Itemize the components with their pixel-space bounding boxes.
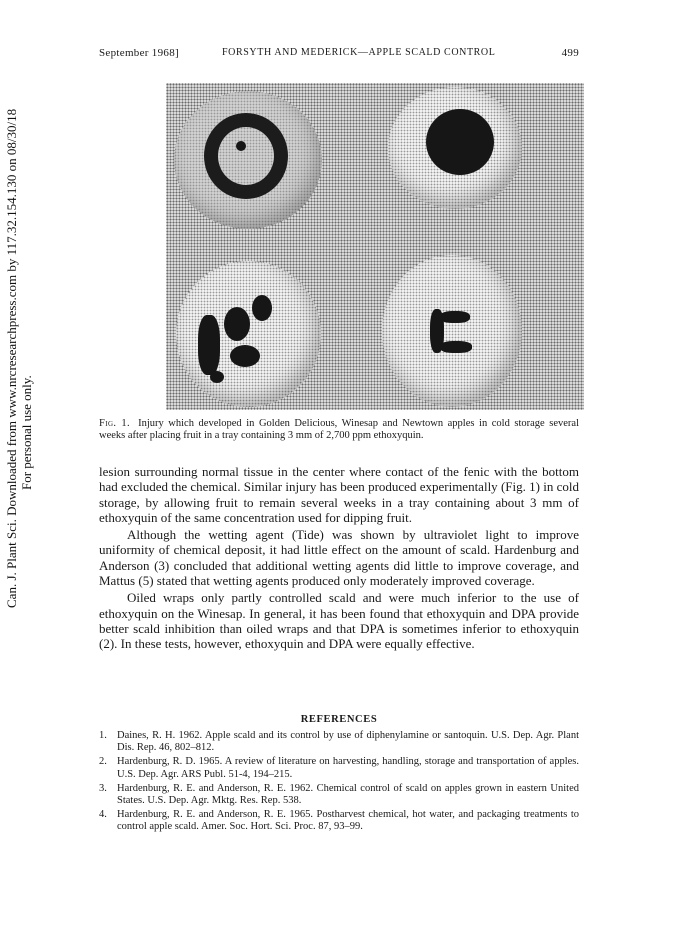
issue-date: September 1968]	[99, 47, 179, 59]
apple-treated	[382, 255, 522, 407]
reference-text: Daines, R. H. 1962. Apple scald and its control by use of diphenylamine or santoquin. U.S. Dep. Agr. Plant Dis. Rep. 46, 802–812.	[117, 730, 579, 754]
scald-ring-lesion	[204, 113, 288, 199]
scald-lesion	[440, 311, 470, 323]
download-notice	[4, 108, 34, 608]
stem-cavity	[236, 141, 246, 151]
figure-caption-text: Injury which developed in Golden Delicious, Winesap and Newtown apples in cold storage several weeks after placing fruit in a tray containing 3 mm of 2,700 ppm ethoxyquin.	[99, 418, 579, 442]
download-notice-line-1: Can. J. Plant Sci. Downloaded from www.nrcresearchpress.com by 117.32.154.130 on 08/30/18	[4, 108, 19, 608]
paragraph: lesion surrounding normal tissue in the center where contact of the fenic with the bottom had excluded the chemical. Similar injury has been produced experimentally (Fig. 1) in cold storage, by allowing fruit to remain several weeks in a tray containing about 3 mm of ethoxyquin of the same concentration used for dipping fruit.	[99, 464, 579, 525]
reference-text: Hardenburg, R. E. and Anderson, R. E. 1965. Postharvest chemical, hot water, and packaging treatments to control apple scald. Amer. Soc. Hort. Sci. Proc. 87, 93–99.	[117, 809, 579, 833]
references-heading: REFERENCES	[300, 714, 378, 725]
scald-lesion	[230, 345, 260, 367]
reference-number: 1.	[99, 730, 107, 741]
reference-number: 3.	[99, 782, 107, 794]
scald-lesion	[426, 109, 494, 175]
scald-lesion	[252, 295, 272, 321]
paragraph: Oiled wraps only partly controlled scald and were much inferior to the use of ethoxyquin on the Winesap. In general, it has been found that ethoxyquin and DPA provide better scald inhibition than oiled wraps and that DPA is sometimes inferior to ethoxyquin (2). In these tests, however, ethoxyquin and DPA were equally effective.	[99, 590, 579, 652]
reference-item	[99, 730, 579, 754]
scald-lesion	[224, 307, 250, 341]
body-text	[99, 464, 579, 652]
reference-item	[99, 783, 579, 807]
apple-newtown	[176, 261, 321, 407]
apple-golden-delicious	[174, 91, 322, 229]
reference-item	[99, 809, 579, 833]
scald-lesion	[440, 341, 472, 353]
figure-caption	[99, 418, 579, 442]
reference-item	[99, 756, 579, 780]
reference-text: Hardenburg, R. E. and Anderson, R. E. 1962. Chemical control of scald on apples grown in eastern United States. U.S. Dep. Agr. Mktg. Res. Rep. 538.	[117, 782, 579, 807]
figure-label: Fig. 1.	[99, 418, 131, 429]
reference-number: 2.	[99, 756, 107, 768]
reference-number: 4.	[99, 809, 107, 821]
running-head	[99, 47, 579, 65]
running-title: FORSYTH AND MEDERICK—APPLE SCALD CONTROL	[222, 47, 496, 58]
download-notice-line-2: For personal use only.	[19, 375, 34, 490]
scald-lesion	[198, 315, 220, 375]
apple-winesap	[388, 87, 522, 209]
reference-text: Hardenburg, R. D. 1965. A review of literature on harvesting, handling, storage and transportation of apples. U.S. Dep. Agr. ARS Publ. 51-4, 194–215.	[117, 756, 579, 780]
references-list	[99, 730, 579, 836]
figure-photo	[166, 83, 584, 410]
paragraph: Although the wetting agent (Tide) was shown by ultraviolet light to improve uniformity of chemical deposit, it had little effect on the amount of scald. Hardenburg and Anderson (3) concluded that additional wetting agents did little to improve coverage, and Mattus (5) stated that wetting agents produced only moderately improved coverage.	[99, 527, 579, 589]
page-number: 499	[561, 47, 579, 59]
scald-lesion	[210, 371, 224, 383]
